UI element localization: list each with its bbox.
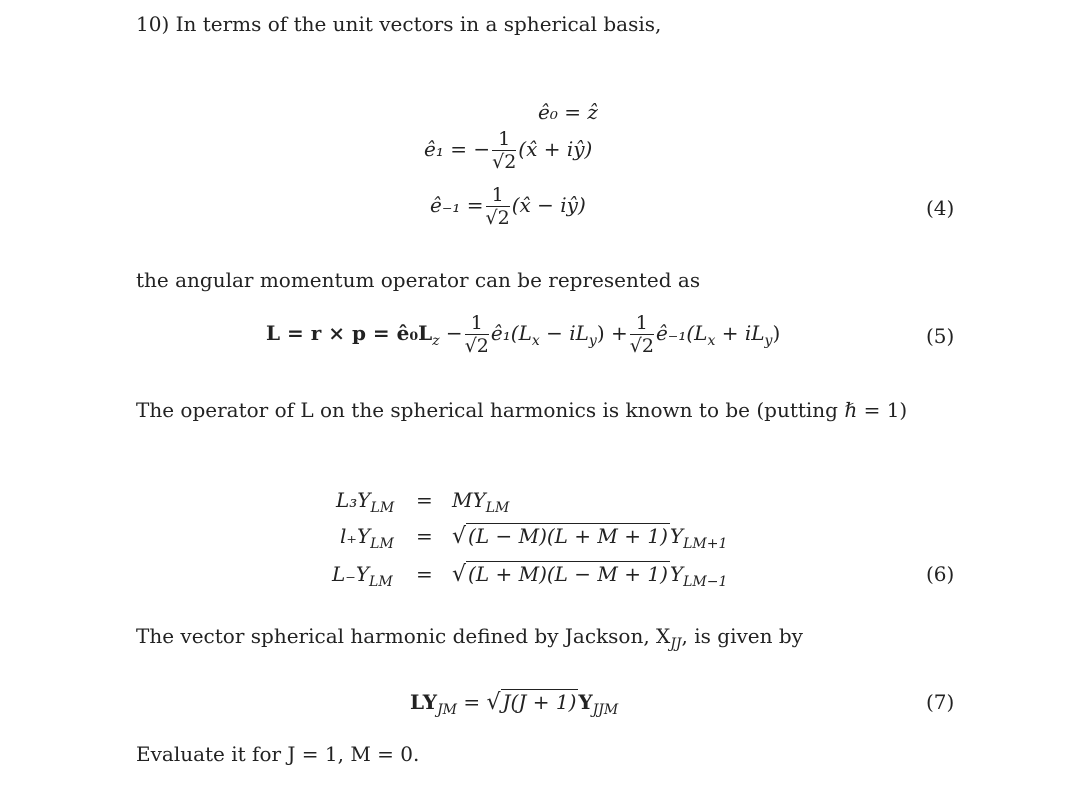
eq4-row2-frac <box>492 128 516 173</box>
eq7-rhs: Y <box>578 690 593 714</box>
eq6-r2-rhs <box>452 524 727 551</box>
angular-text: the angular momentum operator can be represented as <box>136 268 701 292</box>
evaluate-text: Evaluate it for J = 1, M = 0. <box>136 742 420 766</box>
eq6-r1-lhs-sub: LM <box>370 500 395 516</box>
eq4-row2-lhs: ê₁ = − <box>424 137 491 161</box>
eq7-lhs-sub: JM <box>437 702 458 718</box>
eq6-r2-lhs: l₊Y <box>340 524 371 548</box>
eq6-r2-sqrt: √ (L − M)(L + M + 1) <box>452 524 668 549</box>
eq4-number: (4) <box>926 196 955 220</box>
eq4-row1 <box>538 100 598 124</box>
eq6-r1-rhs: MY <box>452 488 486 512</box>
eq6-r3-sqrt: √ (L + M)(L − M + 1) <box>452 562 668 587</box>
eq7-radicand: J(J + 1) <box>502 690 577 714</box>
eq4-row3 <box>430 184 586 229</box>
eq5-minus: − <box>439 321 463 345</box>
eq6-number: (6) <box>926 562 955 586</box>
eq7 <box>410 690 618 717</box>
eq5-frac1-den: √2 <box>464 335 489 357</box>
eq4-row2-num: 1 <box>492 128 516 151</box>
eq5-frac2-den: √2 <box>629 335 654 357</box>
eq5-frac2-num: 1 <box>630 312 654 335</box>
eq4-row3-num: 1 <box>486 184 510 207</box>
eq5-part3c: + iL <box>715 321 765 345</box>
eq5 <box>266 312 780 357</box>
eq6-r2-after-sub: LM+1 <box>683 536 728 552</box>
eq4-row3-lhs: ê₋₁ = <box>430 193 484 217</box>
eq5-number: (5) <box>926 324 955 348</box>
eq7-lhs: LY <box>410 690 438 714</box>
eq5-part2-sub: x <box>531 333 540 349</box>
jackson-text-b: , is given by <box>681 624 803 648</box>
eq4-row2-rest: (x̂ + iŷ) <box>518 137 593 161</box>
eq6-r3-lhs-sub: LM <box>369 574 393 590</box>
eq5-part3e: ) <box>772 321 781 345</box>
eq5-part3d: y <box>764 333 773 349</box>
jackson-text <box>136 624 803 651</box>
eq6-r2-lhs-sub: LM <box>370 536 394 552</box>
eq6-r3-eq: = <box>416 562 433 586</box>
eq5-frac2 <box>630 312 654 357</box>
eq5-part2: ê₁(L <box>490 321 532 345</box>
eq5-frac1 <box>465 312 489 357</box>
eq5-part2e: ) + <box>596 321 628 345</box>
jackson-text-a: The vector spherical harmonic defined by Jackson, X <box>136 624 671 648</box>
eq5-part3: ê₋₁(L <box>655 321 708 345</box>
eq5-part2d: y <box>588 333 597 349</box>
eq6-r3-rhs <box>452 562 727 589</box>
eq6-r1-rhs-wrap <box>452 488 509 515</box>
eq7-eq: = <box>457 690 487 714</box>
eq5-sub-z: z <box>432 333 440 349</box>
eq4-row3-den: √2 <box>485 207 510 229</box>
eq6-r3-after-sub: LM−1 <box>683 574 728 590</box>
eq6-r1-eq: = <box>416 488 433 512</box>
intro-text: 10) In terms of the unit vectors in a spherical basis, <box>136 12 662 36</box>
eq6-r2-after: Y <box>669 524 684 548</box>
eq7-number: (7) <box>926 690 955 714</box>
eq4-row3-rest: (x̂ − iŷ) <box>511 193 586 217</box>
eq5-part2c: − iL <box>539 321 589 345</box>
eq5-frac1-num: 1 <box>465 312 489 335</box>
eq6-r2-eq: = <box>416 524 433 548</box>
eq5-part1: L = r × p = ê₀L <box>266 321 433 345</box>
eq6-r3-lhs: L₋Y <box>332 562 370 586</box>
eq6-r3-radicand: (L + M)(L − M + 1) <box>468 562 668 586</box>
eq6-r2-radicand: (L − M)(L + M + 1) <box>468 524 668 548</box>
eq4-row2 <box>424 128 592 173</box>
eq6-row1 <box>336 488 394 515</box>
eq6-r3-after: Y <box>669 562 684 586</box>
eq6-row2 <box>340 524 394 551</box>
eq6-r1-lhs: L₃Y <box>336 488 371 512</box>
eq4-row2-den: √2 <box>492 151 517 173</box>
jackson-text-sub: JJ <box>670 636 682 652</box>
eq6-r1-rhs-sub: LM <box>485 500 510 516</box>
eq5-part3-sub: x <box>707 333 716 349</box>
eq7-rhs-sub: JJM <box>592 702 619 718</box>
operator-text: The operator of L on the spherical harmonics is known to be (putting ℏ = 1) <box>136 398 908 422</box>
eq4-row3-frac <box>486 184 510 229</box>
eq7-sqrt: √ J(J + 1) <box>486 690 577 715</box>
eq4-row1-expr: ê₀ = ẑ <box>538 100 598 124</box>
eq6-row3 <box>332 562 393 589</box>
